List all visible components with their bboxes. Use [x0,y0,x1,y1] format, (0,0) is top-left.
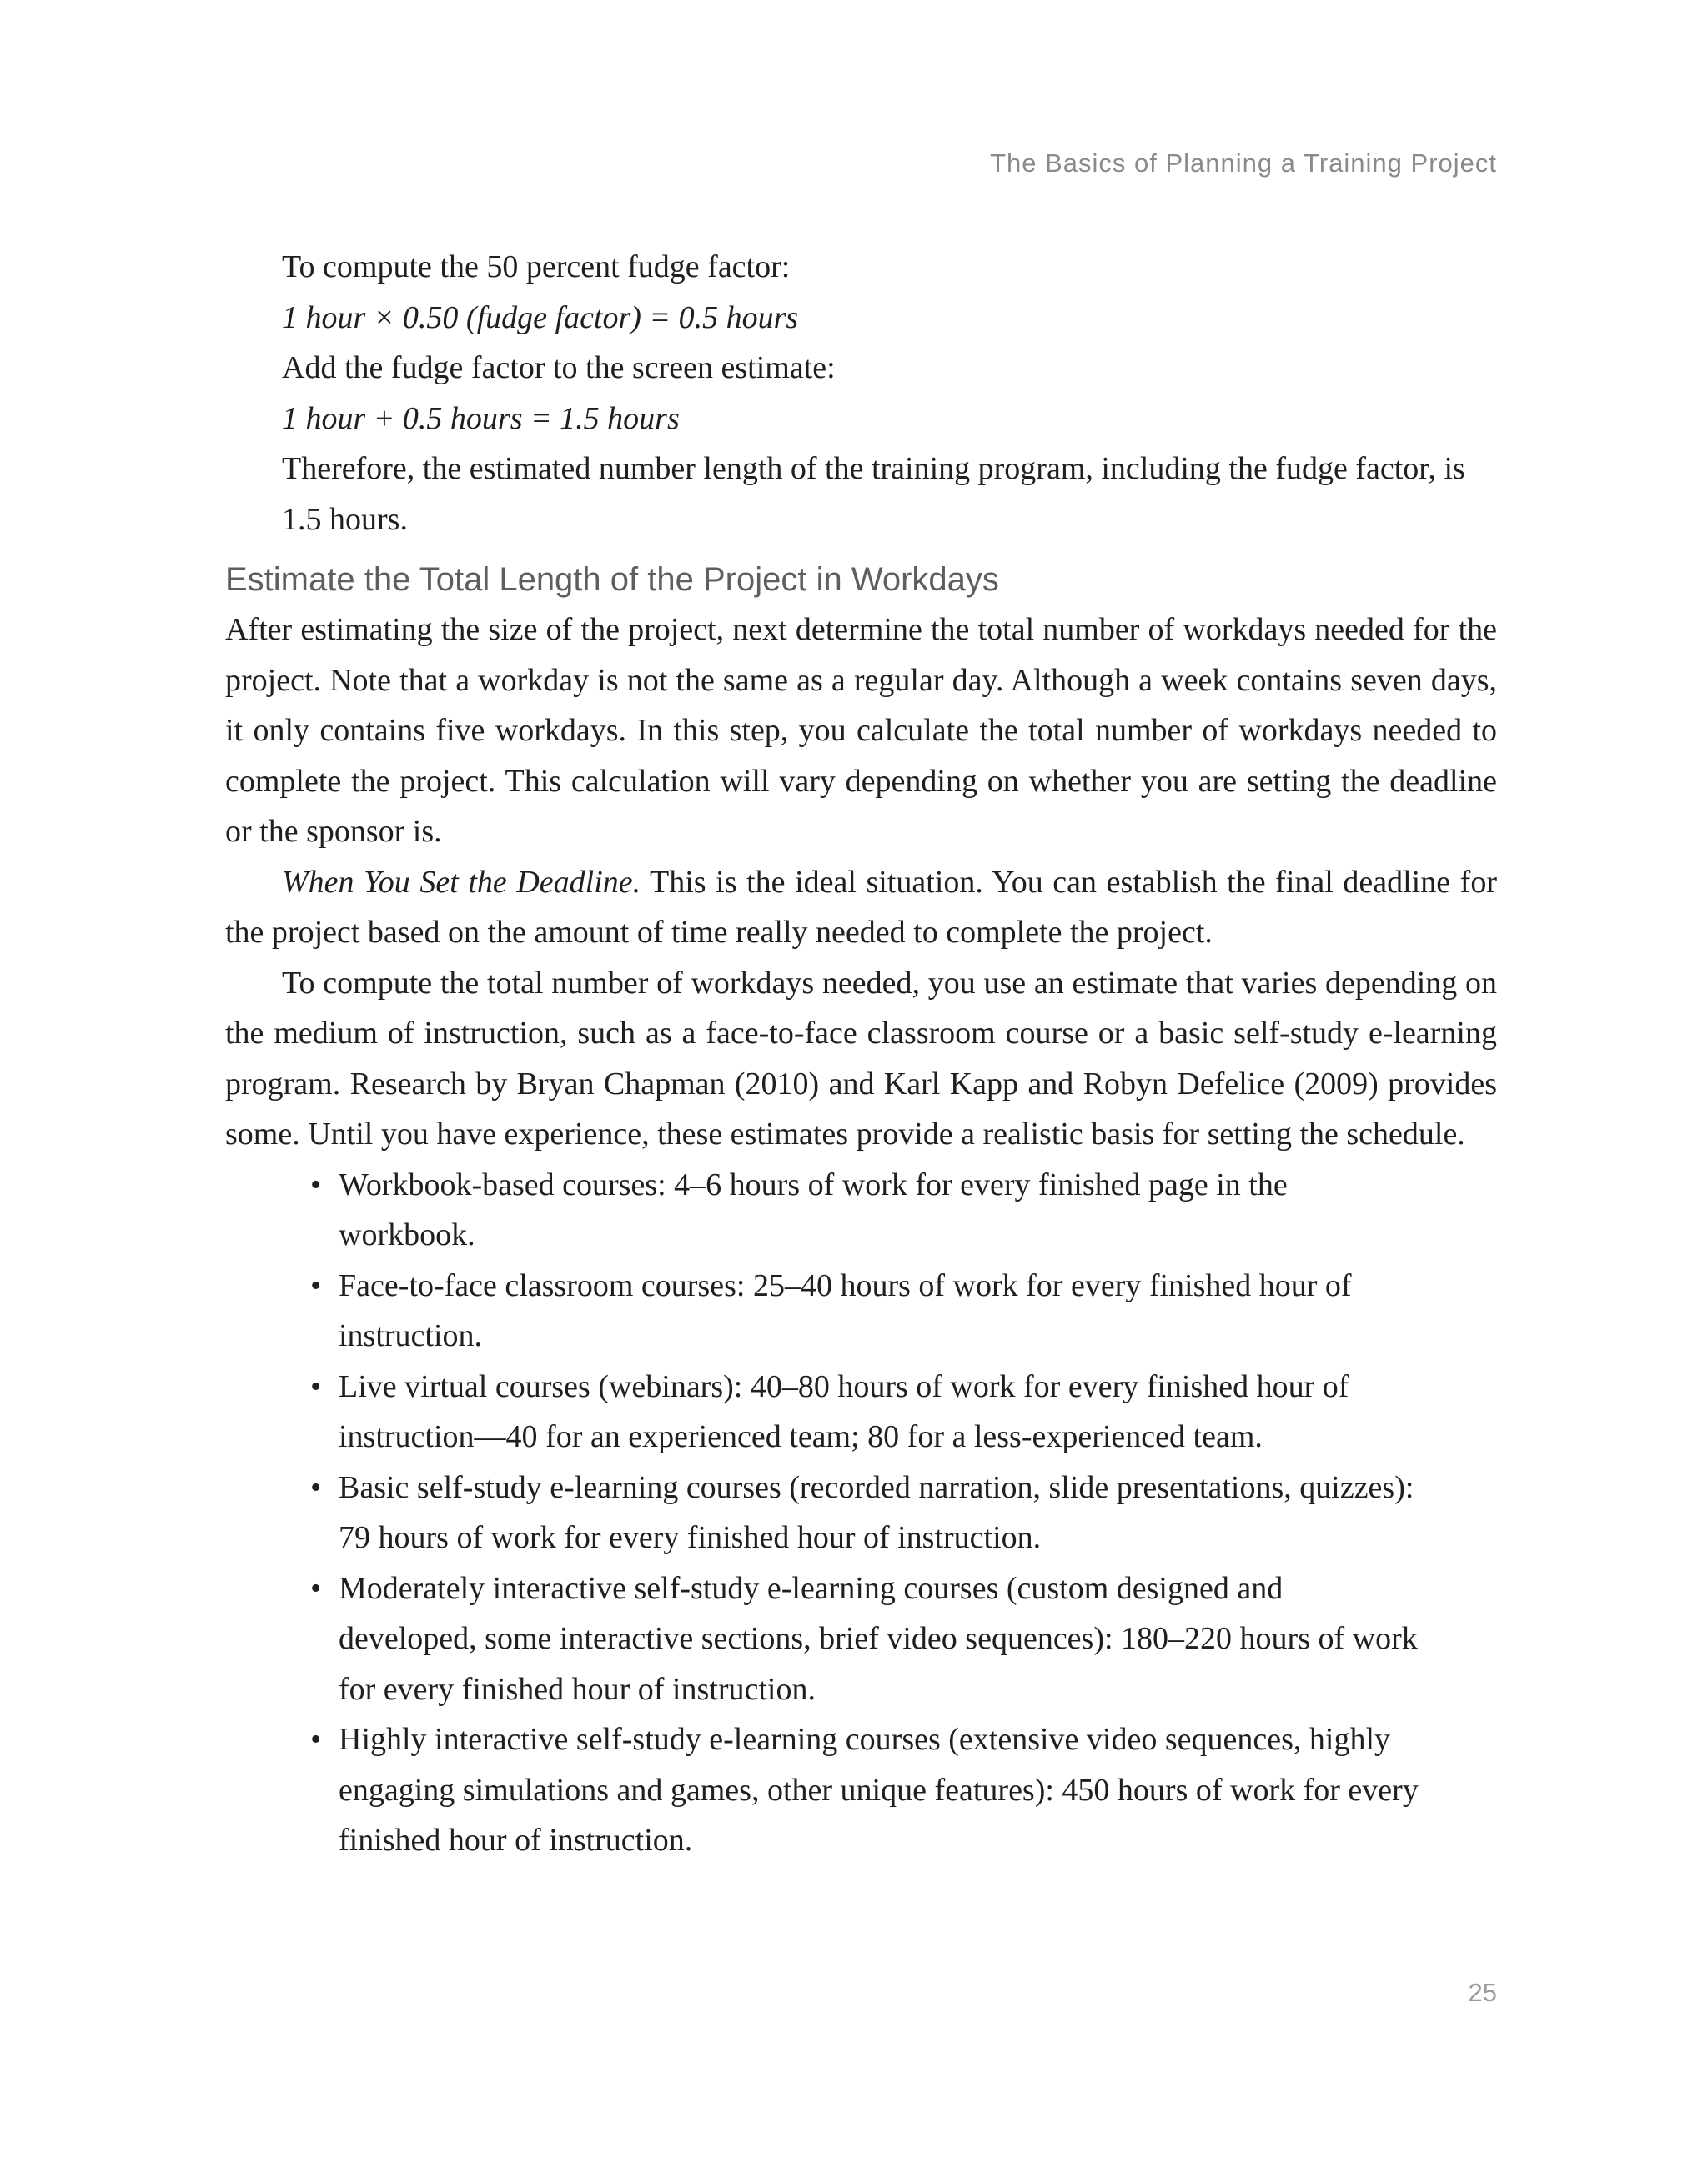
list-item-text: Face-to-face classroom courses: 25–40 hours of work for every finished hour of instruction. [339,1267,1352,1353]
list-item [310,1261,1419,1362]
fudge-factor-calculation [225,242,1497,545]
calc-step-2: Add the fudge factor to the screen estimate: [282,350,836,385]
list-item [310,1463,1419,1563]
running-head: The Basics of Planning a Training Project [990,148,1497,178]
page-body [225,242,1497,1866]
list-item-text: Moderately interactive self-study e-learning courses (custom designed and developed, some interactive sections, brief video sequences): 180–220 hours of work for every finished hour of instruction. [339,1570,1418,1707]
list-item [310,1714,1419,1866]
paragraph-estimates: To compute the total number of workdays needed, you use an estimate that varies depending on the medium of instruction, such as a face-to-face classroom course or a basic self-study e-learning program. Research by Bryan Chapman (2010) and Karl Kapp and Robyn Defelice (2009) provides some. Until you have experience, these estimates provide a realistic basis for setting the schedule. [225,965,1497,1152]
bullet-marker: • [310,1469,322,1505]
bullet-marker: • [310,1368,322,1404]
bullet-marker: • [310,1167,322,1202]
page-number: 25 [1468,1978,1497,2007]
bullet-marker: • [310,1722,322,1757]
paragraph-workdays: After estimating the size of the project, next determine the total number of workdays needed for the project. Note that a workday is not the same as a regular day. Although a week contains seven days, it only contains five workdays. In this step, you calculate the total number of workdays needed to complete the project. This calculation will vary depending on whether you are setting the deadline or the sponsor is. [225,612,1497,849]
run-in-heading: When You Set the Deadline. [282,864,641,900]
calc-conclusion: Therefore, the estimated number length of the training program, including the fudge factor, is 1.5 hours. [282,451,1465,537]
list-item-text: Basic self-study e-learning courses (recorded narration, slide presentations, quizzes): 79 hours of work for every finished hour of instruction. [339,1469,1414,1555]
list-item-text: Workbook-based courses: 4–6 hours of work for every finished page in the workbook. [339,1167,1288,1252]
calc-formula-2: 1 hour + 0.5 hours = 1.5 hours [282,400,680,436]
list-item-text: Live virtual courses (webinars): 40–80 hours of work for every finished hour of instruction—40 for an experienced team; 80 for a less-experienced team. [339,1368,1349,1454]
paragraph-set-deadline-text: This is the ideal situation. You can establish the final deadline for the project based on the amount of time really needed to complete the project. [225,864,1497,950]
list-item-text: Highly interactive self-study e-learning courses (extensive video sequences, highly engaging simulations and games, other unique features): 450 hours of work for every finished hour of instruction. [339,1722,1419,1858]
bullet-marker: • [310,1570,322,1606]
list-item [310,1362,1419,1463]
bullet-marker: • [310,1267,322,1303]
section-heading: Estimate the Total Length of the Project in Workdays [225,561,999,598]
calc-intro: To compute the 50 percent fudge factor: [282,249,791,284]
estimate-list [225,1160,1419,1866]
list-item [310,1160,1419,1261]
calc-formula-1: 1 hour × 0.50 (fudge factor) = 0.5 hours [282,299,799,335]
list-item [310,1563,1419,1715]
paragraph-set-deadline [225,857,1497,958]
